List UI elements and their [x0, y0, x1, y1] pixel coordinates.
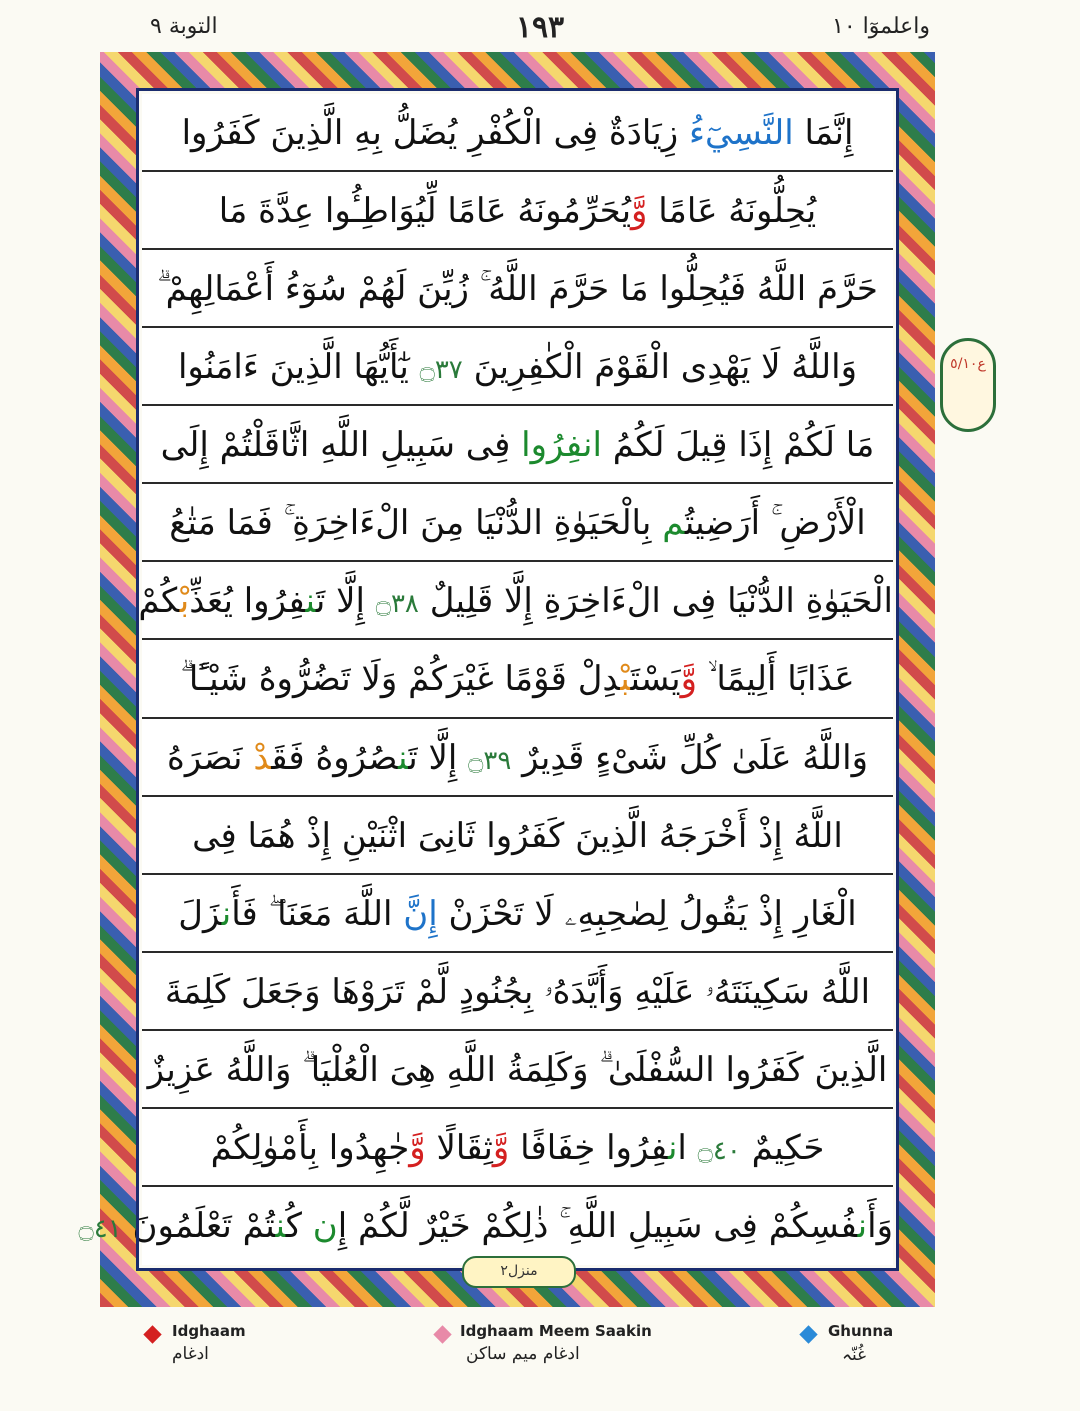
text-segment: اللَّهُ سَكِينَتَهُۥ عَلَيْهِ وَأَيَّدَهُۥ بِجُنُودٍ لَّمْ تَرَوْهَا وَجَعَلَ كَلِمَةَ: [164, 971, 871, 1012]
text-segment: حَرَّمَ اللَّهُ فَيُحِلُّوا مَا حَرَّمَ اللَّهُ ۚ زُيِّنَ لَهُمْ سُوٓءُ أَعْمَالِهِمْ ۗ: [157, 269, 878, 310]
text-segment: اللَّهَ مَعَنَا ۖ فَأَ: [231, 893, 404, 934]
text-segment: وَّ: [631, 191, 648, 232]
text-segment: ن: [312, 1205, 338, 1246]
text-segment: تُمْ تَعْلَمُونَ: [121, 1205, 276, 1246]
text-segment: ن: [221, 893, 232, 934]
text-segment: إِنَّمَا: [793, 113, 854, 153]
text-line: [78, 1187, 893, 1265]
page-header: [150, 10, 930, 54]
text-segment: ۝٣٧: [419, 355, 463, 386]
surah-name: التوبة ٩: [150, 14, 218, 39]
text-line: [142, 640, 893, 718]
text-segment: ثِقَالًا: [425, 1127, 493, 1168]
text-line: [142, 797, 893, 875]
text-segment: إِلَّا تَ: [408, 737, 469, 778]
legend-label-en: Ghunna: [828, 1322, 894, 1340]
text-segment: وَاللَّهُ لَا يَهْدِى الْقَوْمَ الْكٰفِرِينَ: [462, 347, 858, 388]
text-segment: وَاللَّهُ عَلَىٰ كُلِّ شَىْءٍ قَدِيرٌ: [511, 737, 868, 778]
text-line: [142, 953, 893, 1031]
text-segment: دْ: [253, 737, 272, 778]
legend-idghaam-meem-saakin: [432, 1322, 692, 1402]
text-line: [142, 250, 893, 328]
text-segment: يٰٓأَيُّهَا الَّذِينَ ءَامَنُوا: [177, 347, 420, 388]
text-segment: بْ: [179, 581, 190, 622]
text-segment: الْحَيَوٰةِ الدُّنْيَا فِى الْءَاخِرَةِ إِلَّا قَلِيلٌ: [418, 581, 893, 622]
text-segment: وَّ: [492, 1127, 510, 1168]
text-segment: انفِرُوا: [521, 425, 602, 466]
text-segment: يُحَرِّمُونَهُ عَامًا لِّيُوَاطِـُٔوا عِدَّةَ مَا: [218, 191, 632, 232]
text-segment: بْ: [620, 659, 631, 700]
text-segment: فُسِكُمْ فِى سَبِيلِ اللَّهِ ۚ ذٰلِكُمْ خَيْرٌ لَّكُمْ إِ: [337, 1205, 858, 1246]
text-segment: عَذَابًا أَلِيمًا ۙ: [697, 659, 855, 700]
legend-label-ar: ادغام میم ساکن: [466, 1344, 580, 1364]
text-segment: ا: [677, 1127, 698, 1168]
text-segment: مَا لَكُمْ إِذَا قِيلَ لَكُمُ: [601, 425, 875, 466]
text-line: [142, 172, 893, 250]
text-segment: ن: [857, 1205, 868, 1246]
text-segment: زَلَ: [178, 893, 222, 934]
text-segment: زِيَادَةٌ فِى الْكُفْرِ يُضَلُّ بِهِ الَّذِينَ كَفَرُوا: [181, 113, 689, 153]
text-segment: يَسْتَ: [630, 659, 681, 700]
legend-diamond-icon: [143, 1325, 161, 1343]
text-segment: إِلَّا تَ: [315, 581, 376, 622]
text-line: [142, 94, 893, 172]
text-segment: الْغَارِ إِذْ يَقُولُ لِصٰحِبِهِۦ لَا تَحْزَنْ: [437, 893, 857, 934]
text-line: [142, 719, 893, 797]
quran-text-panel: [78, 94, 893, 1265]
text-segment: وَّ: [680, 659, 698, 700]
text-line: [142, 406, 893, 484]
text-segment: الَّذِينَ كَفَرُوا السُّفْلَىٰ ۗ وَكَلِمَةُ اللَّهِ هِىَ الْعُلْيَا ۗ وَاللَّهُ عَزِيزٌ: [147, 1049, 888, 1090]
legend-label-en: Idghaam Meem Saakin: [460, 1322, 652, 1340]
legend-idghaam: [140, 1322, 340, 1402]
text-segment: وَّ: [409, 1127, 426, 1168]
text-segment: يُحِلُّونَهُ عَامًا: [647, 191, 817, 232]
text-segment: م: [662, 503, 685, 544]
text-segment: فِى سَبِيلِ اللَّهِ اثَّاقَلْتُمْ إِلَى: [160, 425, 522, 466]
text-segment: الْأَرْضِ ۚ أَرَضِيتُ: [684, 503, 866, 544]
text-segment: ن: [667, 1127, 678, 1168]
text-segment: كُ: [285, 1205, 313, 1246]
text-segment: نَصَرَهُ: [167, 737, 254, 778]
manzil-badge: منزل٢: [462, 1256, 576, 1288]
text-segment: فِرُوا يُعَذِّ: [189, 581, 306, 622]
text-segment: جٰهِدُوا بِأَمْوٰلِكُمْ: [210, 1127, 410, 1168]
text-segment: صُرُوهُ فَقَ: [271, 737, 398, 778]
text-segment: فِرُوا خِفَافًا: [509, 1127, 668, 1168]
text-segment: ۝٣٩: [468, 745, 512, 776]
text-segment: ۝٤٠: [697, 1135, 741, 1166]
text-segment: ۝٤١: [78, 1213, 122, 1244]
text-segment: كُمْ: [138, 581, 180, 622]
legend-diamond-icon: [433, 1325, 451, 1343]
text-segment: حَكِيمٌ: [740, 1127, 825, 1168]
legend-label-ar: غُنّہ: [842, 1345, 866, 1365]
legend-ghunna: [798, 1322, 938, 1402]
text-line: [138, 562, 893, 640]
text-segment: ن: [305, 581, 316, 622]
text-line: [142, 1031, 893, 1109]
text-segment: ن: [397, 737, 409, 778]
text-segment: ن: [275, 1205, 286, 1246]
legend-label-ar: ادغام: [172, 1344, 209, 1364]
text-segment: بِالْحَيَوٰةِ الدُّنْيَا مِنَ الْءَاخِرَةِ ۚ فَمَا مَتٰعُ: [169, 503, 663, 544]
juz-name: واعلموٓا ١٠: [832, 14, 930, 39]
legend-label-en: Idghaam: [172, 1322, 246, 1340]
text-line: [142, 875, 893, 953]
text-segment: اللَّهُ إِذْ أَخْرَجَهُ الَّذِينَ كَفَرُوا ثَانِىَ اثْنَيْنِ إِذْ هُمَا فِى: [192, 815, 843, 856]
text-segment: النَّسِيٓءُ: [688, 113, 794, 153]
text-segment: دِلْ قَوْمًا غَيْرَكُمْ وَلَا تَضُرُّوهُ شَيْـًٔا ۗ: [180, 659, 621, 700]
page-number: ١٩٣: [515, 10, 565, 45]
text-line: [142, 1109, 893, 1187]
text-segment: وَأَ: [867, 1205, 893, 1246]
ruku-marker: ع٥/١٠: [940, 338, 996, 432]
text-segment: إِنَّ: [403, 893, 438, 934]
text-segment: ۝٣٨: [375, 589, 419, 620]
text-line: [142, 484, 893, 562]
text-line: [142, 328, 893, 406]
legend-diamond-icon: [799, 1325, 817, 1343]
